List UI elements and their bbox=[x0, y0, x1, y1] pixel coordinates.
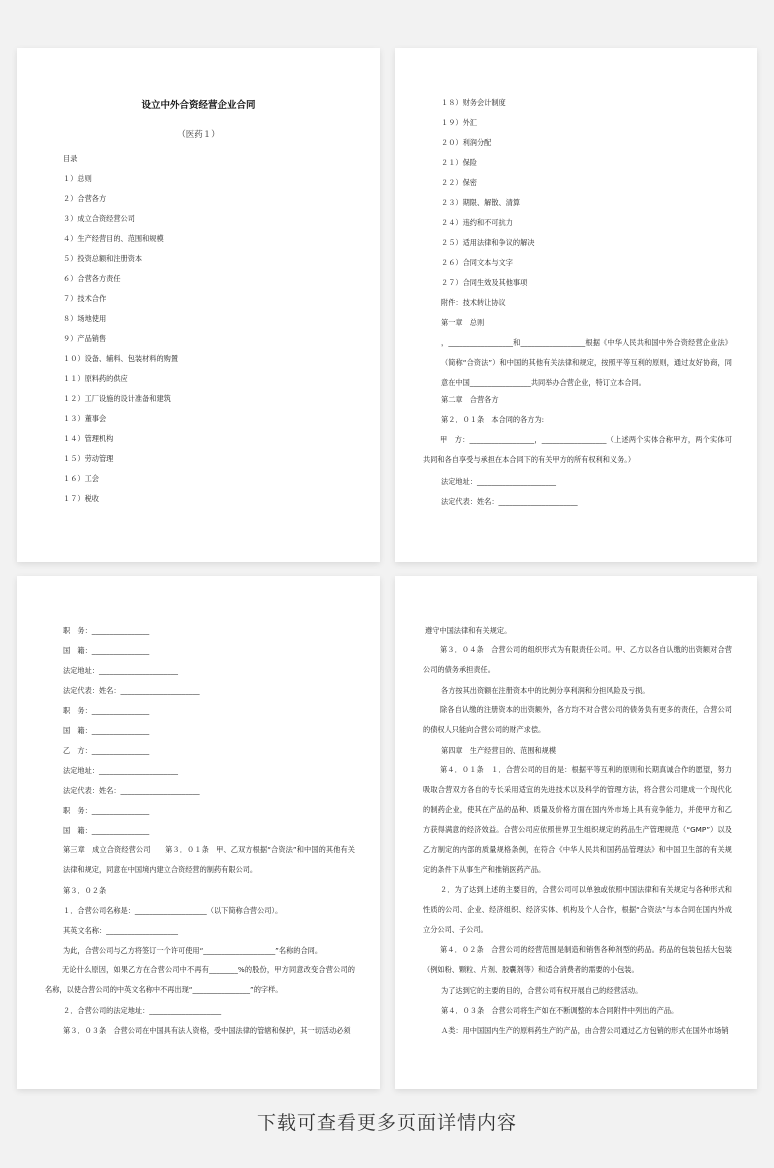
toc-item: ４）生产经营目的、范围和规模 bbox=[63, 234, 164, 243]
toc-item: ２６）合同文本与文字 bbox=[441, 258, 513, 267]
toc-item: １９）外汇 bbox=[441, 118, 477, 127]
toc-item: ２１）保险 bbox=[441, 158, 477, 167]
field-line: 法定地址：______________________ bbox=[63, 766, 179, 775]
paragraph: 甲 方：__________________，__________________（上述两个实体合称甲方，两个实体可共同和各自享受与承担在本合同下的有关甲方的所有权利和义务。） bbox=[423, 435, 732, 464]
paragraph: 第三章 成立合资经营公司 第３．０１条 甲、乙双方根据“合资法”和中国的其他有关法律和规定，同意在中国境内建立合资经营的制药有限公司。 bbox=[63, 845, 355, 874]
field-line: １．合营公司名称是：____________________（以下简称合营公司）。 bbox=[63, 906, 283, 915]
toc-item: １５）劳动管理 bbox=[63, 454, 114, 463]
toc-item: １）总则 bbox=[63, 174, 92, 183]
document-page-1 bbox=[17, 48, 380, 562]
toc-item: １８）财务会计制度 bbox=[441, 98, 506, 107]
toc-item: １０）设备、辅料、包装材料的购置 bbox=[63, 354, 179, 363]
toc-item: ９）产品销售 bbox=[63, 334, 107, 343]
article-line: 第２．０１条 本合同的各方为: bbox=[441, 415, 545, 424]
field-line: 法定代表：姓名：______________________ bbox=[63, 686, 200, 695]
document-page-2 bbox=[395, 48, 757, 562]
field-line: 法定代表：姓名：______________________ bbox=[63, 786, 200, 795]
field-line: 国 籍：________________ bbox=[63, 646, 150, 655]
document-page-3 bbox=[17, 576, 380, 1089]
toc-item: ８）场地使用 bbox=[63, 314, 107, 323]
toc-item: ２７）合同生效及其他事项 bbox=[441, 278, 528, 287]
paragraph: 除各自认缴的注册资本的出资额外，各方均不对合营公司的债务负有更多的责任，合营公司的债权人只能向合营公司的财产求偿。 bbox=[423, 705, 732, 734]
toc-item: ５）投资总额和注册资本 bbox=[63, 254, 143, 263]
toc-heading: 目录 bbox=[63, 154, 78, 163]
toc-item: ２３）期限、解散、清算 bbox=[441, 198, 521, 207]
toc-item: ２４）违约和不可抗力 bbox=[441, 218, 513, 227]
paragraph: 第４．０３条 合营公司将生产如在不断调整的本合同附件中列出的产品。 bbox=[441, 1006, 679, 1015]
footer-note: 下载可查看更多页面详情内容 bbox=[256, 1112, 517, 1134]
chapter-heading: 第一章 总则 bbox=[441, 318, 485, 327]
toc-item: １４）管理机构 bbox=[63, 434, 114, 443]
field-line: 国 籍：________________ bbox=[63, 726, 150, 735]
field-line: 职 务：________________ bbox=[63, 706, 150, 715]
toc-item: ７）技术合作 bbox=[63, 294, 107, 303]
toc-item: ２）合营各方 bbox=[63, 194, 107, 203]
toc-item: １２）工厂设施的设计准备和建筑 bbox=[63, 394, 171, 403]
paragraph: 为此，合营公司与乙方将签订一个许可使用“____________________”名称的合同。 bbox=[63, 946, 323, 955]
field-line: 法定地址：______________________ bbox=[63, 666, 179, 675]
article-line: 第３．０２条 bbox=[63, 886, 107, 895]
field-line: 其英文名称：____________________ bbox=[63, 926, 179, 935]
paragraph: 第３．０３条 合营公司在中国具有法人资格，受中国法律的管辖和保护，其一切活动必须 bbox=[63, 1026, 351, 1035]
field-line: 乙 方：________________ bbox=[63, 746, 150, 755]
field-line: 法定地址：______________________ bbox=[441, 477, 557, 486]
toc-item: １６）工会 bbox=[63, 474, 99, 483]
toc-item: １７）税收 bbox=[63, 494, 99, 503]
toc-item: １３）董事会 bbox=[63, 414, 107, 423]
toc-item: 附件：技术转让协议 bbox=[441, 298, 506, 307]
toc-item: ３）成立合资经营公司 bbox=[63, 214, 135, 223]
chapter-heading: 第二章 合营各方 bbox=[441, 395, 499, 404]
paragraph: ２．为了达到上述的主要目的，合营公司可以单独或依照中国法律和有关规定与各种形式和性质的公司、企业、经济组织、经济实体、机构及个人合作，根据“合资法”与本合同在国内外成立分公司、子公司。 bbox=[423, 885, 732, 934]
field-line: ２．合营公司的法定地址：____________________ bbox=[63, 1006, 222, 1015]
paragraph: 第４．０１条 １．合营公司的目的是：根据平等互利的原则和长期真诚合作的愿望，努力吸取合营双方各自的专长采用适宜的先进技术以及科学的管理方法，将合营公司建成一个现代化的制药企业，使其在产品的品种、质量及价格方面在国内外市场上具有竞争能力，并使甲方和乙方获得满意的经济效益。合营公司应依照世界卫生组织规定的药品生产管理规范（“GMP”）以及乙方制定的内部的质量规格条例，在符合《中华人民共和国药品管理法》和中国卫生部的有关规定的条件下从事生产和推销医药产品。 bbox=[423, 765, 732, 874]
paragraph: 为了达到它的主要的目的，合营公司有权开展自己的经营活动。 bbox=[441, 986, 643, 995]
paragraph: Ａ类：用中国国内生产的原料药生产的产品，由合营公司通过乙方包销的形式在国外市场销 bbox=[441, 1026, 729, 1035]
toc-item: １１）原料药的供应 bbox=[63, 374, 128, 383]
paragraph: 各方按其出资额在注册资本中的比例分享利润和分担风险及亏损。 bbox=[441, 686, 650, 695]
field-line: 国 籍：________________ bbox=[63, 826, 150, 835]
paragraph: ，__________________和__________________根据《中华人民共和国中外合资经营企业法》（简称“合资法”）和中国的其他有关法律和规定，按照平等互利的原则，通过友好协商，同意在中国_________________共同举办合营企业，特订立本合同。 bbox=[441, 338, 732, 387]
toc-item: ６）合营各方责任 bbox=[63, 274, 121, 283]
field-line: 职 务：________________ bbox=[63, 806, 150, 815]
page-subtitle: （医药１） bbox=[177, 130, 220, 140]
field-line: 法定代表：姓名：______________________ bbox=[441, 497, 578, 506]
toc-item: ２２）保密 bbox=[441, 178, 477, 187]
page-title: 设立中外合资经营企业合同 bbox=[141, 100, 256, 111]
paragraph: 无论什么原因，如果乙方在合营公司中不再有________%的股份，甲方同意改变合营公司的名称，以使合营公司的中英文名称中不再出现“________________”的字样。 bbox=[45, 965, 355, 994]
toc-item: ２０）利润分配 bbox=[441, 138, 492, 147]
paragraph: 第３．０４条 合营公司的组织形式为有限责任公司。甲、乙方以各自认缴的出资额对合营公司的债务承担责任。 bbox=[423, 645, 732, 674]
toc-item: ２５）适用法律和争议的解决 bbox=[441, 238, 535, 247]
field-line: 职 务：________________ bbox=[63, 626, 150, 635]
paragraph: 第４．０２条 合营公司的经营范围是制造和销售各种剂型的药品。药品的包装包括大包装（例如粉、颗粒、片剂、胶囊剂等）和适合消费者的需要的小包装。 bbox=[423, 945, 732, 974]
chapter-heading: 第四章 生产经营目的、范围和规模 bbox=[441, 746, 557, 755]
document-page-4 bbox=[395, 576, 757, 1089]
paragraph: 遵守中国法律和有关规定。 bbox=[425, 626, 512, 635]
